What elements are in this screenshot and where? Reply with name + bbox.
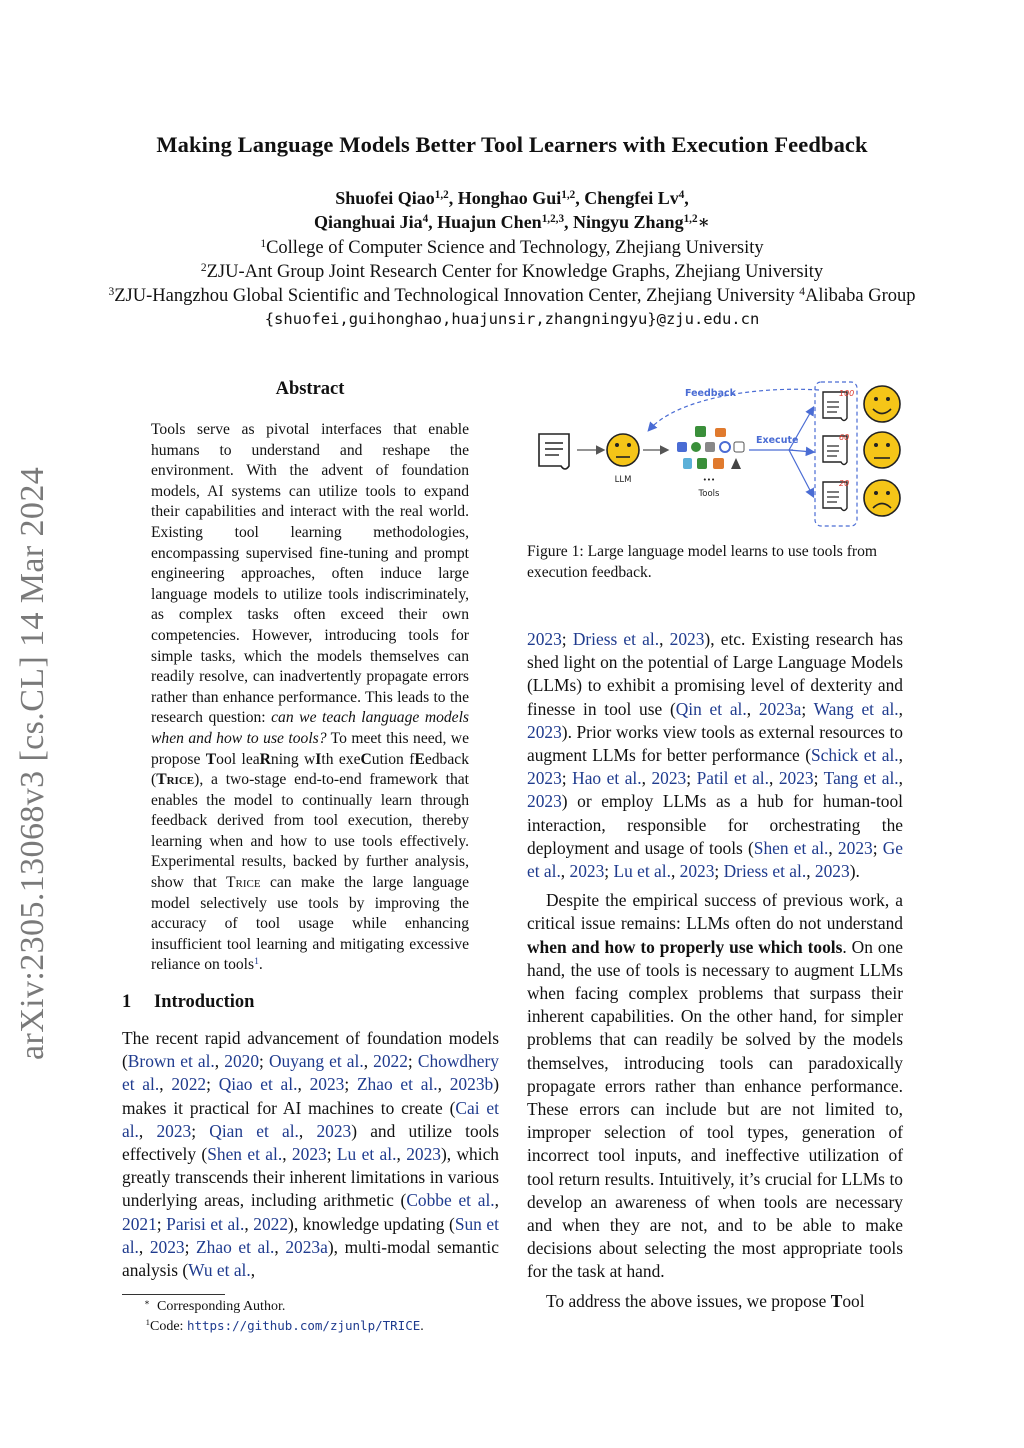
citation-link[interactable]: 2022	[253, 1213, 289, 1234]
svg-text:60: 60	[839, 433, 850, 442]
citation-link[interactable]: 2023	[814, 861, 850, 882]
author-line-2: Qianghuai Jia$^4$, Huajun Chen$^{1,2,3}$, Ningyu Zhang$^{1,2}$∗	[314, 212, 710, 232]
intro-paragraph-1-cont: 2023; Driess et al., 2023), etc. Existing research has shed light on the potential of Large Language Models (LLMs) to exhibit a promising level of dexterity and finesse in tool use (Qin et al., 2023a; Wang et al., 2023). Prior works view tools as external resources to augment LLMs for better performance (Schick et al., 2023; Hao et al., 2023; Patil et al., 2023; Tang et al., 2023) or employ LLMs as a hub for human-tool interaction, responsible for orchestrating the deployment and usage of tools (Shen et al., 2023; Ge et al., 2023; Lu et al., 2023; Driess et al., 2023).	[527, 629, 904, 882]
author-name: Qianghuai Jia	[314, 212, 423, 232]
citation-link[interactable]: Zhao et al.	[356, 1074, 438, 1095]
figure-1-caption: Figure 1: Large language model learns to use tools from execution feedback.	[527, 543, 878, 581]
citation-link[interactable]: Patil et al.	[696, 768, 769, 789]
svg-text:100: 100	[839, 389, 855, 398]
author-affiliation-mark: 1,2	[561, 188, 576, 201]
citation-link[interactable]: 2023	[527, 791, 562, 812]
citation-link[interactable]: Chowdhery et al.	[122, 1051, 500, 1095]
footnote-code: $^1$Code: https://github.com/zjunlp/TRICE.	[145, 1317, 424, 1334]
research-question: can we teach language models when and how to use tools?	[151, 709, 469, 747]
citation-link[interactable]: Ouyang et al.	[268, 1051, 364, 1072]
citation-link[interactable]: 2023a	[285, 1236, 328, 1257]
author-name: Huajun Chen	[437, 212, 542, 232]
citation-link[interactable]: Schick et al.	[811, 745, 899, 766]
sad-face-icon	[864, 480, 900, 516]
author-emails: {shuofei,guihonghao,huajunsir,zhangningyu}@zju.edu.cn	[264, 310, 760, 328]
citation-link[interactable]: Driess et al.	[572, 629, 660, 649]
affiliation-1: $^1$College of Computer Science and Technology, Zhejiang University	[260, 237, 764, 258]
result-document-icon	[823, 389, 854, 421]
citation-link[interactable]: Wu et al.	[188, 1260, 251, 1281]
happy-face-icon	[864, 386, 900, 422]
author-name: Honghao Gui	[457, 188, 562, 208]
citation-link[interactable]: Tang et al.	[823, 768, 899, 789]
citation-link[interactable]: 2021	[122, 1213, 157, 1234]
citation-link[interactable]: Shen et al.	[753, 837, 829, 858]
code-link[interactable]: https://github.com/zjunlp/TRICE	[186, 1318, 421, 1333]
citation-link[interactable]: Cobbe et al.	[406, 1190, 495, 1211]
tools-cluster-icon	[677, 426, 744, 484]
citation-link[interactable]: Qiao et al.	[218, 1074, 298, 1095]
citation-link[interactable]: 2023	[527, 629, 562, 649]
abstract-heading: Abstract	[275, 379, 345, 399]
citation-link[interactable]: 2023	[679, 861, 715, 882]
author-affiliation-mark: 1,2	[683, 212, 698, 225]
citation-link[interactable]: Lu et al.	[336, 1144, 397, 1165]
citation-link[interactable]: 2023a	[758, 698, 802, 719]
intro-paragraph-2: Despite the empirical success of previous work, a critical issue remains: LLMs often do not understand when and how to properly use which tools. On one hand, the use of tools is necessary to augment LLMs when facing complex problems that surpass their inherent capabilities. On the other hand, for simpler problems that can readily be solved by the models themselves, introducing tools can paradoxically propagate errors rather than enhance performance. These errors can include but are not limited to, improper selection of tool types, generation of incorrect tool inputs, and ineffective utilization of tool return results. Intuitively, it’s crucial for LLMs to develop an awareness of when tools are necessary and when they are not, and to be able to make decisions about selecting the most appropriate tools for the task at hand.	[527, 890, 903, 1282]
intro-paragraph-3: To address the above issues, we propose Tool	[546, 1290, 865, 1311]
llm-label: LLM	[614, 475, 632, 485]
intro-column-right	[527, 628, 903, 1313]
citation-link[interactable]: 2023	[156, 1120, 192, 1141]
citation-link[interactable]: 2023	[316, 1120, 352, 1141]
affiliation-3-4: $^3$ZJU-Hangzhou Global Scientific and Technological Innovation Center, Zhejiang University $^4$Alibaba Group	[108, 285, 916, 306]
svg-text:20: 20	[839, 479, 850, 488]
footnote-rule	[122, 1294, 225, 1295]
citation-link[interactable]: 2022	[373, 1051, 408, 1072]
author-affiliation-mark: 4	[678, 188, 685, 201]
result-document-icon	[823, 479, 849, 511]
feedback-label: Feedback	[685, 388, 736, 399]
arxiv-stamp: arXiv:2305.13068v3 [cs.CL] 14 Mar 2024	[14, 466, 51, 1060]
citation-link[interactable]: Hao et al.	[572, 768, 642, 789]
author-affiliation-mark: 1,2,3	[541, 212, 565, 225]
citation-link[interactable]: Shen et al.	[207, 1144, 283, 1165]
trice-acronym: Tool leaRning wIth exeCution fEedback (	[151, 750, 469, 789]
citation-link[interactable]: Qian et al.	[209, 1120, 299, 1141]
llm-face-icon	[607, 434, 639, 466]
affiliation-2: $^2$ZJU-Ant Group Joint Research Center for Knowledge Graphs, Zhejiang University	[200, 261, 824, 282]
intro-column-left	[122, 1027, 499, 1282]
citation-link[interactable]: 2023	[778, 768, 814, 789]
citation-link[interactable]: 2023	[309, 1074, 345, 1095]
figure-1	[527, 378, 905, 528]
section-heading-introduction: 1 Introduction	[122, 992, 255, 1012]
citation-link[interactable]: Lu et al.	[613, 861, 671, 882]
citation-link[interactable]: 2022	[171, 1074, 207, 1095]
tools-label: Tools	[698, 489, 720, 499]
author-name: Shuofei Qiao	[335, 188, 435, 208]
citation-link[interactable]: Qin et al.	[675, 698, 747, 719]
citation-link[interactable]: 2020	[224, 1051, 260, 1072]
svg-text:•••: •••	[702, 476, 716, 484]
citation-link[interactable]: Wang et al.	[813, 698, 899, 719]
citation-link[interactable]: 2023	[569, 861, 605, 882]
trice-name: Trice	[156, 771, 195, 789]
abstract-body: Tools serve as pivotal interfaces that enable humans to understand and reshape the environment. With the advent of foundation models, AI systems can utilize tools to expand their capabilities and interact with the real world. Existing tool learning methodologies, encompassing supervised fine-tuning and prompt engineering approaches, often induce large language models to utilize tools indiscriminately, as complex tasks often exceed their own competencies. However, introducing tools for simple tasks, which the models themselves can readily resolve, can inadvertently propagate errors rather than enhance performance. This leads to the research question: can we teach language models when and how to use tools? To meet this need, we propose Tool leaRning wIth exeCution fEedback (Trice), a two-stage end-to-end framework that enables the model to continually learn through feedback derived from tool execution, thereby learning when and how to use tools effectively. Experimental results, backed by further analysis, show that Trice can make the large language model selectively use tools by improving the accuracy of tool usage while enhancing insufficient tool learning and mitigating excessive reliance on tools$^1$.	[151, 421, 469, 974]
result-document-icon	[823, 433, 849, 465]
author-line-1: Shuofei Qiao$^{1,2}$, Honghao Gui$^{1,2}$, Chengfei Lv$^4$,	[335, 188, 689, 208]
citation-link[interactable]: Driess et al.	[723, 861, 807, 882]
citation-link[interactable]: 2023	[651, 768, 687, 789]
citation-link[interactable]: 2023	[669, 629, 705, 649]
neutral-face-icon	[864, 432, 900, 468]
intro-paragraph-1: The recent rapid advancement of foundation models (Brown et al., 2020; Ouyang et al., 2022; Chowdhery et al., 2022; Qiao et al., 2023; Zhao et al., 2023b) makes it practical for AI machines to create (Cai et al., 2023; Qian et al., 2023) and utilize tools effectively (Shen et al., 2023; Lu et al., 2023), which greatly transcends their inherent limitations in various underlying areas, including arithmetic (Cobbe et al., 2021; Parisi et al., 2022), knowledge updating (Sun et al., 2023; Zhao et al., 2023a), multi-modal semantic analysis (Wu et al.,	[122, 1028, 500, 1281]
author-name: Chengfei Lv	[584, 188, 679, 208]
author-list	[0, 186, 1024, 234]
citation-link[interactable]: Cai et al.	[122, 1097, 499, 1141]
citation-link[interactable]: Brown et al.	[127, 1051, 215, 1072]
citation-link[interactable]: 2023	[291, 1144, 327, 1165]
citation-link[interactable]: 2023	[837, 837, 873, 858]
author-name: Ningyu Zhang	[573, 212, 684, 232]
citation-link[interactable]: Zhao et al.	[196, 1236, 275, 1257]
citation-link[interactable]: 2023b	[449, 1074, 494, 1095]
citation-link[interactable]: Parisi et al.	[166, 1213, 245, 1234]
author-affiliation-mark: 4	[422, 212, 429, 225]
citation-link[interactable]: 2023	[149, 1236, 185, 1257]
citation-link[interactable]: Sun et al.	[122, 1213, 499, 1257]
query-document-icon	[539, 434, 569, 469]
citation-link[interactable]: 2023	[527, 768, 562, 789]
citation-link[interactable]: 2023	[527, 721, 562, 742]
execute-label: Execute	[756, 435, 799, 446]
citation-link[interactable]: 2023	[406, 1144, 441, 1165]
citation-link[interactable]: Ge et al.	[527, 837, 903, 882]
paper-title: Making Language Models Better Tool Learners with Execution Feedback	[156, 132, 868, 157]
footnote-corresponding: ∗ Corresponding Author.	[144, 1297, 286, 1314]
author-affiliation-mark: 1,2	[434, 188, 449, 201]
footnote-ref-1[interactable]: 1	[254, 956, 259, 968]
